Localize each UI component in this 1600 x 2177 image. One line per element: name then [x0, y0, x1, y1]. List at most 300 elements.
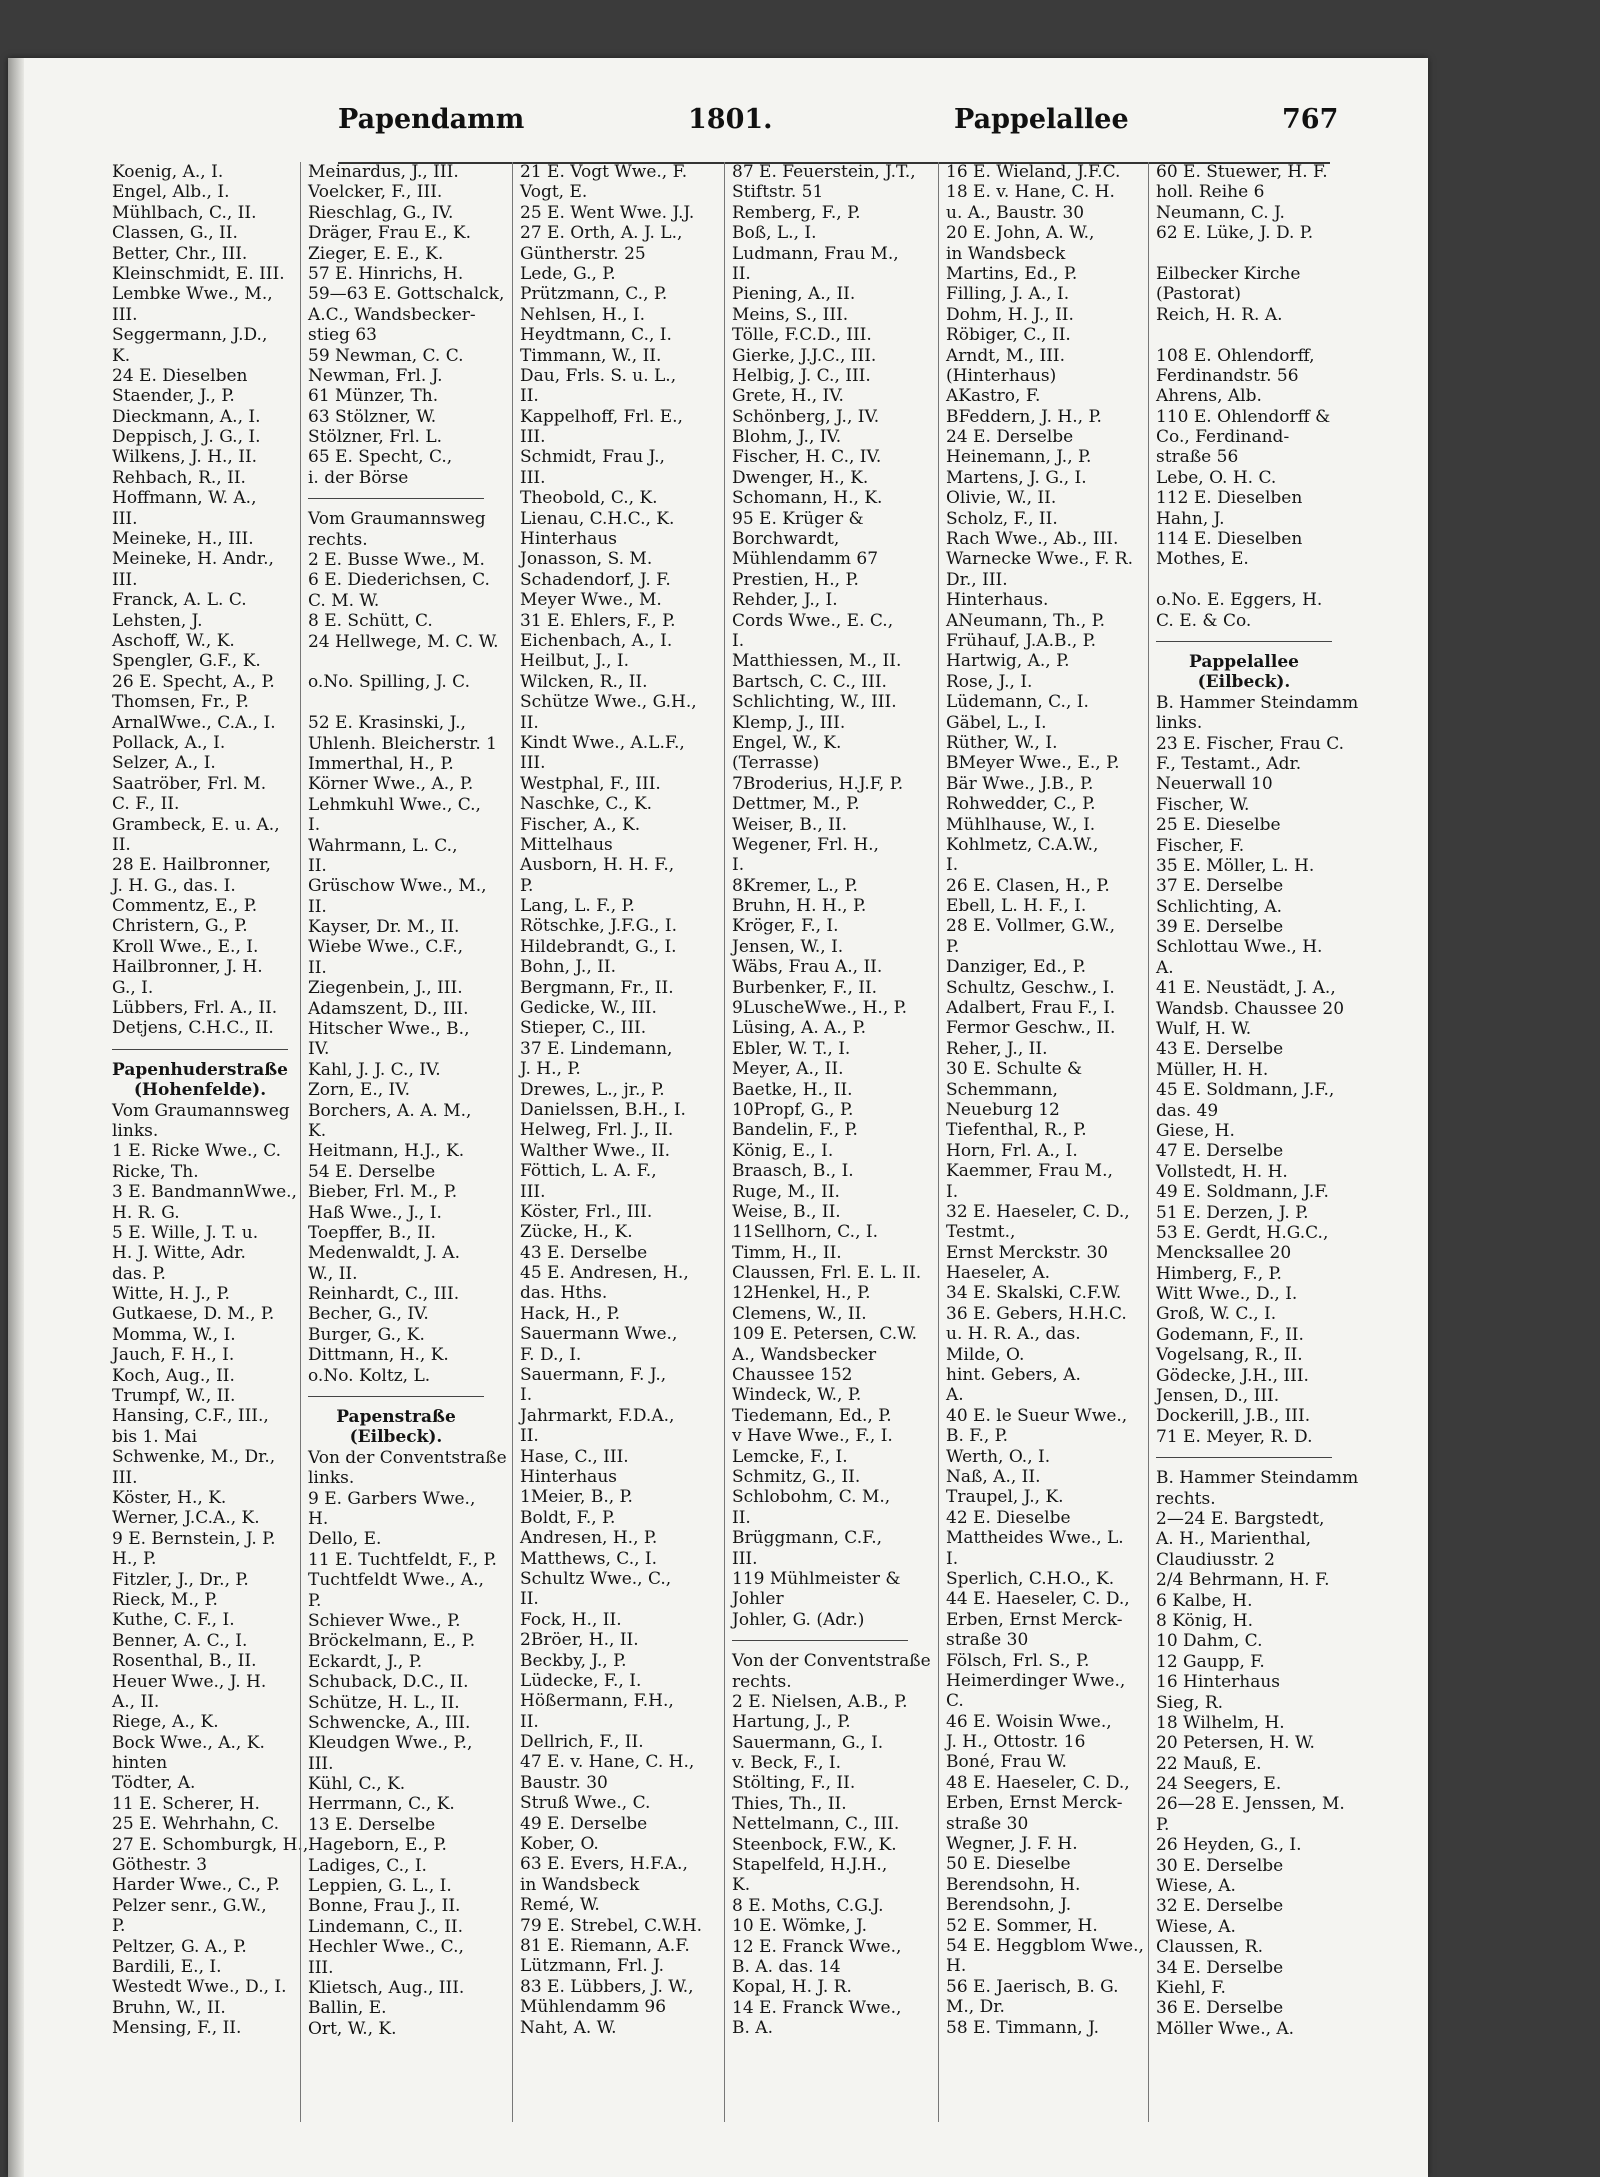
directory-entry: (Terrasse)	[732, 753, 820, 774]
directory-entry: Körner Wwe., A., P.	[308, 774, 474, 795]
section-separator	[732, 1630, 908, 1641]
directory-entry: Bergmann, Fr., II.	[520, 977, 674, 998]
directory-entry: Himberg, F., P.	[1156, 1263, 1282, 1284]
directory-entry: Dau, Frls. S. u. L.,	[520, 365, 677, 386]
directory-entry: Heilbut, J., I.	[520, 651, 630, 672]
directory-entry: Schlichting, A.	[1156, 896, 1283, 917]
directory-entry: B. A.	[732, 2018, 773, 2039]
directory-entry: Vollstedt, H. H.	[1156, 1161, 1288, 1182]
directory-entry: Tödter, A.	[112, 1773, 196, 1794]
directory-entry: P.	[946, 936, 960, 957]
directory-entry: Rose, J., I.	[946, 671, 1033, 692]
directory-entry: Selzer, A., I.	[112, 753, 216, 774]
directory-entry: Rehder, J., I.	[732, 590, 838, 611]
directory-entry: Naschke, C., K.	[520, 794, 653, 815]
directory-page	[8, 58, 1428, 2177]
directory-entry: Neueburg 12	[946, 1099, 1060, 1120]
directory-entry: straße 30	[946, 1630, 1029, 1651]
directory-entry: Wegener, Frl. H.,	[732, 834, 879, 855]
directory-entry: Werner, J.C.A., K.	[112, 1508, 260, 1529]
directory-entry: Berendsohn, J.	[946, 1895, 1072, 1916]
directory-entry: Lienau, C.H.C., K.	[520, 508, 675, 529]
directory-entry: Fischer, A., K.	[520, 814, 641, 835]
directory-entry: Prützmann, C., P.	[520, 284, 668, 305]
directory-entry: Wilkens, J. H., II.	[112, 447, 258, 468]
directory-entry: Burbenker, F., II.	[732, 977, 878, 998]
directory-entry: Helweg, Frl. J., II.	[520, 1120, 674, 1141]
street-heading: (Eilbeck).	[1197, 672, 1291, 693]
directory-entry: P.	[308, 1590, 322, 1611]
directory-entry: Trumpf, W., II.	[112, 1386, 236, 1407]
directory-entry: Frühauf, J.A.B., P.	[946, 630, 1097, 651]
directory-entry: König, E., I.	[732, 1140, 834, 1161]
directory-entry: 26 E. Clasen, H., P.	[946, 875, 1110, 896]
directory-entry: III.	[308, 1957, 334, 1978]
directory-entry: Stölting, F., II.	[732, 1773, 856, 1794]
directory-entry: 14 E. Franck Wwe.,	[732, 1997, 902, 2018]
directory-entry: Jonasson, S. M.	[520, 549, 653, 570]
directory-entry: Ludmann, Frau M.,	[732, 243, 899, 264]
directory-entry: Lehsten, J.	[112, 610, 203, 631]
directory-entry: 3 E. BandmannWwe.,	[112, 1182, 297, 1203]
directory-entry: Westedt Wwe., D., I.	[112, 1977, 287, 1998]
directory-entry: 24 E. Dieselben	[112, 365, 248, 386]
directory-entry: I.	[520, 1385, 533, 1406]
directory-entry: Rüther, W., I.	[946, 732, 1058, 753]
directory-entry: Schlottau Wwe., H.	[1156, 937, 1323, 958]
directory-entry: Schadendorf, J. F.	[520, 569, 671, 590]
directory-entry: Zieger, E. E., K.	[308, 243, 444, 264]
directory-entry: Meinardus, J., III.	[308, 162, 459, 182]
directory-entry: Ferdinandstr. 56	[1156, 365, 1299, 386]
directory-entry: Hitscher Wwe., B.,	[308, 1019, 470, 1040]
directory-entry: Koch, Aug., II.	[112, 1365, 235, 1386]
directory-entry: Kohlmetz, C.A.W.,	[946, 834, 1099, 855]
directory-entry: AKastro, F.	[946, 386, 1041, 407]
directory-entry: Commentz, E., P.	[112, 896, 258, 917]
directory-entry: Giese, H.	[1156, 1120, 1235, 1141]
directory-entry: Warnecke Wwe., F. R.	[946, 549, 1134, 570]
directory-entry: 54 E. Heggblom Wwe.,	[946, 1935, 1144, 1956]
directory-entry: Riege, A., K.	[112, 1712, 219, 1733]
directory-entry: 25 E. Dieselbe	[1156, 815, 1281, 836]
directory-entry: Nehlsen, H., I.	[520, 304, 646, 325]
directory-entry: Johler	[732, 1589, 784, 1610]
directory-entry: Lüdecke, F., I.	[520, 1670, 642, 1691]
directory-entry: 27 E. Orth, A. J. L.,	[520, 223, 683, 244]
directory-entry: 119 Mühlmeister &	[732, 1568, 901, 1589]
directory-entry: 9 E. Garbers Wwe.,	[308, 1488, 476, 1509]
directory-entry: 108 E. Ohlendorff,	[1156, 345, 1315, 366]
directory-entry: Adalbert, Frau F., I.	[946, 998, 1116, 1019]
directory-entry: Matthiessen, M., II.	[732, 651, 902, 672]
directory-entry: Von der Conventstraße	[732, 1651, 931, 1672]
directory-entry: Baetke, H., II.	[732, 1079, 853, 1100]
directory-entry: 58 E. Timmann, J.	[946, 2017, 1100, 2038]
directory-entry: Grambeck, E. u. A.,	[112, 814, 280, 835]
directory-entry: H., P.	[112, 1549, 157, 1570]
directory-entry: Claussen, R.	[1156, 1937, 1263, 1958]
directory-entry: Reich, H. R. A.	[1156, 304, 1283, 325]
directory-entry: links.	[1156, 713, 1203, 734]
directory-entry: F. D., I.	[520, 1344, 582, 1365]
directory-entry: 62 E. Lüke, J. D. P.	[1156, 223, 1314, 244]
directory-entry: Stölzner, Frl. L.	[308, 427, 443, 448]
directory-entry: Borchers, A. A. M.,	[308, 1100, 472, 1121]
directory-entry: Tölle, F.C.D., III.	[732, 325, 872, 346]
directory-entry: III.	[520, 467, 546, 488]
directory-entry: Bartsch, C. C., III.	[732, 671, 887, 692]
directory-entry: Ahrens, Alb.	[1156, 386, 1262, 407]
directory-column-6	[1156, 162, 1359, 2039]
directory-entry: Heinemann, J., P.	[946, 447, 1092, 468]
directory-entry: Engel, Alb., I.	[112, 182, 230, 203]
directory-entry: Milde, O.	[946, 1344, 1025, 1365]
page-binding-edge	[8, 58, 24, 2177]
directory-entry: 59 Newman, C. C.	[308, 345, 464, 366]
directory-entry: Walther Wwe., II.	[520, 1140, 671, 1161]
directory-entry: Meins, S., III.	[732, 304, 849, 325]
directory-column-5	[946, 162, 1144, 2038]
directory-entry: Mühlendamm 67	[732, 549, 879, 570]
directory-entry: 18 E. v. Hane, C. H.	[946, 182, 1115, 203]
directory-entry: holl. Reihe 6	[1156, 182, 1265, 203]
directory-entry: Röbiger, C., II.	[946, 325, 1071, 346]
directory-entry: Schomann, H., K.	[732, 488, 883, 509]
directory-entry: Godemann, F., II.	[1156, 1324, 1304, 1345]
directory-entry: (Pastorat)	[1156, 284, 1241, 305]
directory-column-3	[520, 162, 703, 2038]
directory-entry: 36 E. Derselbe	[1156, 1998, 1284, 2019]
directory-entry: BMeyer Wwe., E., P.	[946, 753, 1120, 774]
directory-entry: Ort, W., K.	[308, 2018, 397, 2039]
directory-entry: Jauch, F. H., I.	[112, 1345, 235, 1366]
directory-entry: A., Wandsbecker	[732, 1344, 877, 1365]
directory-entry: Wäbs, Frau A., II.	[732, 957, 883, 978]
directory-entry: Dr., III.	[946, 569, 1008, 590]
directory-entry: 32 E. Haeseler, C. D.,	[946, 1201, 1130, 1222]
directory-entry: Johler, G. (Adr.)	[732, 1609, 865, 1630]
directory-entry: B. Hammer Steindamm	[1156, 692, 1359, 713]
directory-entry: 49 E. Soldmann, J.F.	[1156, 1182, 1329, 1203]
directory-entry: G., I.	[112, 977, 154, 998]
directory-entry: 11 E. Scherer, H.	[112, 1793, 260, 1814]
directory-entry: Classen, G., II.	[112, 223, 238, 244]
directory-entry: Schönberg, J., IV.	[732, 406, 880, 427]
directory-entry: Berendsohn, H.	[946, 1874, 1081, 1895]
directory-entry: 81 E. Riemann, A.F.	[520, 1935, 690, 1956]
directory-entry	[1156, 325, 1332, 345]
directory-entry: Testmt.,	[946, 1222, 1016, 1243]
directory-column-2	[308, 162, 507, 2039]
directory-entry: 18 Wilhelm, H.	[1156, 1712, 1285, 1733]
directory-entry: Groß, W. C., I.	[1156, 1304, 1277, 1325]
directory-entry: III.	[732, 1548, 758, 1569]
directory-entry: Hageborn, E., P.	[308, 1835, 447, 1856]
directory-entry: Saatröber, Frl. M.	[112, 773, 267, 794]
directory-entry: Engel, W., K.	[732, 732, 842, 753]
directory-entry: 71 E. Meyer, R. D.	[1156, 1426, 1313, 1447]
section-separator	[308, 488, 484, 499]
directory-entry: Fischer, W.	[1156, 794, 1250, 815]
directory-entry: II.	[520, 1711, 539, 1732]
directory-entry: Traupel, J., K.	[946, 1487, 1064, 1508]
directory-entry: Remé, W.	[520, 1895, 600, 1916]
directory-entry: Schlobohm, C. M.,	[732, 1487, 891, 1508]
directory-entry: 79 E. Strebel, C.W.H.	[520, 1915, 703, 1936]
directory-entry: bis 1. Mai	[112, 1426, 198, 1447]
directory-entry: 11Sellhorn, C., I.	[732, 1222, 879, 1243]
directory-entry: Eckardt, J., P.	[308, 1651, 423, 1672]
directory-entry: Witt Wwe., D., I.	[1156, 1284, 1298, 1305]
directory-entry: 22 Mauß, E.	[1156, 1753, 1262, 1774]
directory-entry: Nettelmann, C., III.	[732, 1814, 900, 1835]
directory-entry: 24 E. Derselbe	[946, 427, 1074, 448]
directory-entry: Mühlbach, C., II.	[112, 202, 257, 223]
directory-entry: v Have Wwe., F., I.	[732, 1426, 893, 1447]
directory-entry: Brüggmann, C.F.,	[732, 1528, 883, 1549]
directory-entry: 9LuscheWwe., H., P.	[732, 998, 908, 1019]
directory-entry: Kappelhoff, Frl. E.,	[520, 406, 683, 427]
directory-entry: 59—63 E. Gottschalck,	[308, 284, 505, 305]
directory-entry: BFeddern, J. H., P.	[946, 406, 1102, 427]
directory-entry: rechts.	[1156, 1488, 1216, 1509]
directory-entry: Bär Wwe., J.B., P.	[946, 773, 1094, 794]
directory-entry: Westphal, F., III.	[520, 773, 661, 794]
directory-entry: rechts.	[732, 1671, 792, 1692]
directory-entry: Kober, O.	[520, 1834, 599, 1855]
directory-entry: Seggermann, J.D.,	[112, 325, 268, 346]
directory-entry: 21 E. Vogt Wwe., F.	[520, 162, 688, 182]
directory-entry: Föttich, L. A. F.,	[520, 1161, 657, 1182]
directory-entry: Gierke, J.J.C., III.	[732, 345, 877, 366]
directory-entry: Meyer, A., II.	[732, 1059, 844, 1080]
directory-entry: Leppien, G. L., I.	[308, 1876, 452, 1897]
directory-entry: Möller Wwe., A.	[1156, 2018, 1295, 2039]
street-heading: (Eilbeck).	[349, 1427, 443, 1448]
directory-entry: 1 E. Ricke Wwe., C.	[112, 1141, 282, 1162]
directory-entry: Hinterhaus.	[946, 590, 1049, 611]
directory-entry: M., Dr.	[946, 1997, 1005, 2018]
directory-entry: Ladiges, C., I.	[308, 1855, 427, 1876]
directory-entry: Eilbecker Kirche	[1156, 263, 1301, 284]
directory-entry: 110 E. Ohlendorff &	[1156, 406, 1331, 427]
directory-entry: Danziger, Ed., P.	[946, 957, 1087, 978]
street-heading: (Hohenfelde).	[133, 1080, 267, 1101]
street-heading: Pappelallee	[1189, 651, 1299, 672]
directory-entry: 20 Petersen, H. W.	[1156, 1733, 1315, 1754]
directory-entry: Remberg, F., P.	[732, 202, 861, 223]
directory-entry: 39 E. Derselbe	[1156, 917, 1284, 938]
directory-entry: das. Hths.	[520, 1283, 608, 1304]
directory-entry: Burger, G., K.	[308, 1324, 425, 1345]
directory-entry: Voelcker, F., III.	[308, 182, 443, 203]
directory-entry: Vom Graumannsweg	[308, 509, 486, 530]
directory-entry: 5 E. Wille, J. T. u.	[112, 1222, 259, 1243]
directory-entry: Neumann, C. J.	[1156, 202, 1285, 223]
directory-entry: II.	[520, 386, 539, 407]
directory-entry: 37 E. Lindemann,	[520, 1038, 673, 1059]
directory-entry: 10Propf, G., P.	[732, 1099, 854, 1120]
directory-entry: I.	[946, 1548, 959, 1569]
directory-entry: 95 E. Krüger &	[732, 508, 864, 529]
directory-entry: Wiese, A.	[1156, 1876, 1236, 1897]
directory-entry: links.	[112, 1120, 159, 1141]
directory-entry: Hase, C., III.	[520, 1446, 629, 1467]
directory-entry: (Hinterhaus)	[946, 365, 1057, 386]
directory-entry: 31 E. Ehlers, F., P.	[520, 610, 676, 631]
directory-entry: 44 E. Haeseler, C. D.,	[946, 1589, 1130, 1610]
directory-entry: Von der Conventstraße	[308, 1447, 507, 1468]
directory-entry: K.	[112, 345, 131, 366]
directory-entry: II.	[112, 834, 131, 855]
directory-entry: III.	[308, 1753, 334, 1774]
directory-entry: Hinterhaus	[520, 1467, 617, 1487]
directory-entry: Schwenke, M., Dr.,	[112, 1447, 276, 1468]
directory-entry: II.	[308, 855, 327, 876]
directory-entry: Ebler, W. T., I.	[732, 1038, 851, 1059]
directory-entry: J. H., Ottostr. 16	[946, 1732, 1086, 1753]
directory-entry: Mothes, E.	[1156, 549, 1249, 570]
directory-entry: Mühlendamm 96	[520, 1997, 667, 2018]
directory-entry: Hartung, J., P.	[732, 1712, 851, 1733]
directory-entry: Dohm, H. J., II.	[946, 304, 1074, 325]
directory-entry: 8 König, H.	[1156, 1610, 1254, 1631]
directory-entry: 16 E. Wieland, J.F.C.	[946, 162, 1121, 182]
directory-entry: Klietsch, Aug., III.	[308, 1977, 465, 1998]
directory-entry: 34 E. Derselbe	[1156, 1957, 1284, 1978]
directory-entry: Pollack, A., I.	[112, 732, 226, 753]
directory-entry: Drewes, L., jr., P.	[520, 1079, 665, 1100]
directory-entry: A.	[946, 1385, 964, 1406]
directory-entry: Staender, J., P.	[112, 386, 235, 407]
directory-entry: Ernst Merckstr. 30	[946, 1242, 1109, 1263]
directory-entry: Herrmann, C., K.	[308, 1794, 455, 1815]
directory-entry: Benner, A. C., I.	[112, 1630, 248, 1651]
header-street-left: Papendamm	[338, 104, 525, 135]
directory-entry: 52 E. Sommer, H.	[946, 1915, 1098, 1936]
directory-entry: 41 E. Neustädt, J. A.,	[1156, 978, 1336, 999]
directory-entry: Jahrmarkt, F.D.A.,	[520, 1405, 675, 1426]
directory-entry: Heitmann, H.J., K.	[308, 1141, 465, 1162]
directory-entry: 8 E. Moths, C.G.J.	[732, 1895, 884, 1916]
directory-entry: 12 Gaupp, F.	[1156, 1651, 1265, 1672]
directory-entry: Grüschow Wwe., M.,	[308, 876, 487, 897]
directory-entry: Vogelsang, R., II.	[1156, 1345, 1303, 1366]
directory-entry: 12 E. Franck Wwe.,	[732, 1936, 902, 1957]
directory-entry: 25 E. Wehrhahn, C.	[112, 1814, 280, 1835]
directory-entry: 48 E. Haeseler, C. D.,	[946, 1772, 1130, 1793]
directory-entry: Theobold, C., K.	[520, 488, 658, 509]
directory-entry: 83 E. Lübbers, J. W.,	[520, 1976, 694, 1997]
directory-entry: H. J. Witte, Adr.	[112, 1243, 246, 1264]
header-street-right: Pappelallee	[954, 104, 1129, 135]
directory-entry: Piening, A., II.	[732, 284, 856, 305]
directory-entry: II.	[520, 712, 539, 733]
directory-entry: 46 E. Woisin Wwe.,	[946, 1711, 1112, 1732]
directory-entry: Hößermann, F.H.,	[520, 1691, 674, 1712]
directory-entry: Wilcken, R., II.	[520, 671, 648, 692]
directory-entry: C. F., II.	[112, 794, 180, 815]
directory-entry: Olivie, W., II.	[946, 488, 1057, 509]
directory-entry: Horn, Frl. A., I.	[946, 1140, 1078, 1161]
directory-entry: III.	[112, 569, 138, 590]
directory-entry: Klemp, J., III.	[732, 712, 846, 733]
directory-entry: Lüsing, A. A., P.	[732, 1018, 867, 1039]
directory-entry: P.	[1156, 1814, 1170, 1835]
directory-entry: 13 E. Derselbe	[308, 1814, 436, 1835]
directory-entry: Dello, E.	[308, 1529, 382, 1550]
directory-entry: 6 E. Diederichsen, C.	[308, 570, 490, 591]
directory-entry: 16 Hinterhaus	[1156, 1672, 1281, 1693]
directory-entry: I.	[732, 630, 745, 651]
directory-entry: Sperlich, C.H.O., K.	[946, 1568, 1115, 1589]
directory-entry: 28 E. Hailbronner,	[112, 855, 271, 876]
directory-entry: A., II.	[112, 1691, 160, 1712]
directory-entry: Borchwardt,	[732, 529, 840, 550]
directory-entry: Wulf, H. W.	[1156, 1019, 1252, 1040]
directory-entry: 52 E. Krasinski, J.,	[308, 713, 466, 734]
directory-entry: III.	[520, 1181, 546, 1202]
directory-entry: Ballin, E.	[308, 1998, 387, 2019]
directory-entry: 2 E. Busse Wwe., M.	[308, 550, 485, 571]
directory-entry: Eichenbach, A., I.	[520, 630, 673, 651]
directory-entry: Schuback, D.C., II.	[308, 1672, 469, 1693]
directory-entry: 65 E. Specht, C.,	[308, 447, 453, 468]
directory-entry: F., Testamt., Adr.	[1156, 753, 1302, 774]
directory-entry: 27 E. Schomburgk, H.,	[112, 1834, 309, 1855]
directory-entry: Hartwig, A., P.	[946, 651, 1070, 672]
section-separator	[308, 1386, 484, 1397]
directory-entry: Ricke, Th.	[112, 1161, 199, 1182]
directory-entry: Claudiusstr. 2	[1156, 1549, 1275, 1570]
directory-entry: B. Hammer Steindamm	[1156, 1468, 1359, 1489]
directory-entry: Struß Wwe., C.	[520, 1793, 651, 1814]
directory-entry: 40 E. le Sueur Wwe.,	[946, 1405, 1128, 1426]
directory-entry: Mencksallee 20	[1156, 1243, 1292, 1264]
directory-entry: Braasch, B., I.	[732, 1161, 854, 1182]
directory-entry: Martens, J. G., I.	[946, 467, 1087, 488]
directory-entry: H.	[946, 1956, 967, 1977]
directory-entry: Kleinschmidt, E. III.	[112, 263, 285, 284]
directory-entry: Jensen, W., I.	[732, 936, 844, 957]
directory-entry: I.	[946, 855, 959, 876]
directory-entry: Detjens, C.H.C., II.	[112, 1018, 274, 1039]
directory-entry: 32 E. Derselbe	[1156, 1896, 1284, 1917]
directory-entry: 1Meier, B., P.	[520, 1487, 633, 1508]
directory-entry: Claussen, Frl. E. L. II.	[732, 1263, 922, 1284]
directory-entry: 2—24 E. Bargstedt,	[1156, 1509, 1325, 1529]
directory-entry: Kleudgen Wwe., P.,	[308, 1733, 473, 1754]
directory-entry: Bohn, J., II.	[520, 957, 616, 978]
directory-entry: 114 E. Dieselben	[1156, 529, 1303, 550]
directory-entry: Reher, J., II.	[946, 1038, 1048, 1059]
column-divider	[300, 162, 301, 2122]
directory-entry: Ziegenbein, J., III.	[308, 978, 463, 999]
directory-entry: Erben, Ernst Merck-	[946, 1609, 1123, 1630]
directory-entry: H.	[308, 1509, 329, 1529]
directory-entry: Hildebrandt, G., I.	[520, 936, 677, 957]
directory-entry: 51 E. Derzen, J. P.	[1156, 1202, 1309, 1223]
directory-entry: Naht, A. W.	[520, 2017, 617, 2038]
directory-entry: Göthestr. 3	[112, 1855, 208, 1876]
directory-entry: Stieper, C., III.	[520, 1018, 647, 1039]
directory-entry: Dwenger, H., K.	[732, 467, 869, 488]
directory-entry: 2 E. Nielsen, A.B., P.	[732, 1691, 908, 1712]
directory-entry: 8Kremer, L., P.	[732, 875, 858, 896]
directory-entry: Stapelfeld, H.J.H.,	[732, 1855, 888, 1876]
directory-entry: o.No. E. Eggers, H.	[1156, 590, 1323, 611]
